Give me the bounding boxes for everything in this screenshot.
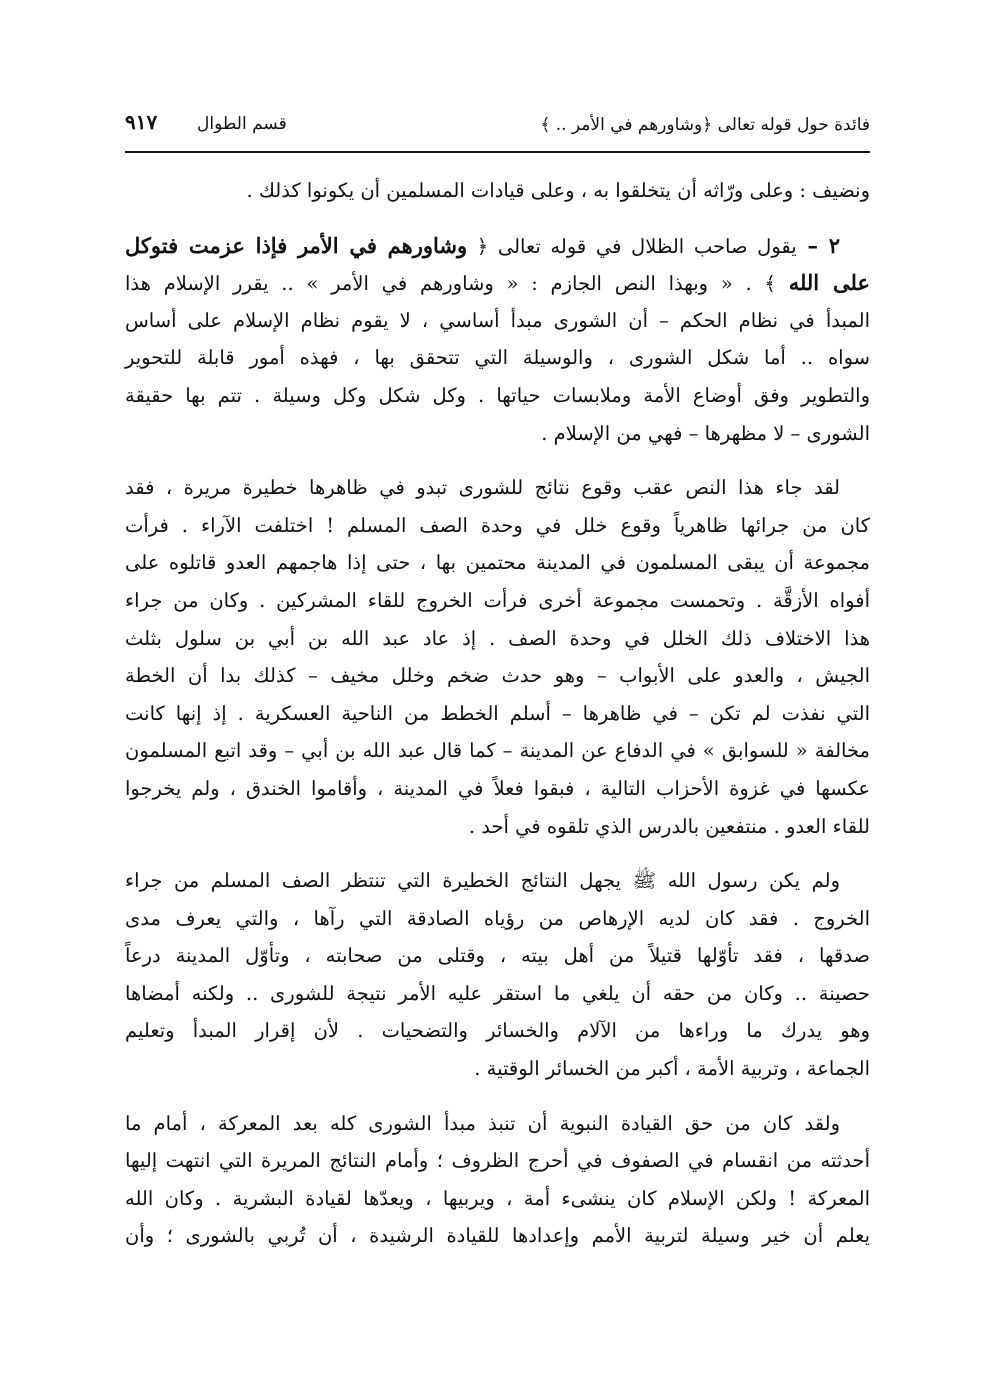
text-line: صدقها ، فقد تأوّلها قتيلاً من أهل بيته ، وقتلى من صحابته ، وتأوّل المدينة درعاً <box>125 944 870 968</box>
paragraph <box>125 172 870 210</box>
text-line: يعلم أن خير وسيلة لتربية الأمم وإعدادها للقيادة الرشيدة ، أن تُربي بالشورى ؛ وأن <box>125 1224 870 1248</box>
text-line: الخروج . فقد كان لديه الإرهاص من رؤياه الصادقة التي رآها ، والتي يعرف مدى <box>125 906 870 930</box>
header-section: قسم الطوال <box>197 114 287 134</box>
text-line: وهو يدرك ما وراءها من الآلام والخسائر والتضحيات . لأن إقرار المبدأ وتعليم <box>125 1019 870 1043</box>
text-line: هذا الاختلاف ذلك الخلل في وحدة الصف . إذ عاد عبد الله بن أبي بن سلول بثلث <box>125 626 870 650</box>
text-line: المبدأ في نظام الحكم – أن الشورى مبدأ أساسي ، لا يقوم نظام الإسلام على أساس <box>125 308 870 332</box>
text-line: المعركة ! ولكن الإسلام كان ينشىء أمة ، ويربيها ، ويعدّها لقيادة البشرية . وكان الله <box>125 1186 870 1210</box>
bold-text: على الله <box>788 270 870 296</box>
text-line: أفواه الأزقَّة . وتحمست مجموعة أخرى فرأت الخروج للقاء المشركين . وكان من جراء <box>125 588 870 612</box>
text-line: مجموعة أن يبقى المسلمون في المدينة محتمين بها ، حتى إذا هاجمهم العدو قاتلوه على <box>125 551 870 575</box>
text-line: التي نفذت لم تكن – في ظاهرها – أسلم الخطط من الناحية العسكرية . إذ إنها كانت <box>125 701 870 725</box>
paragraph <box>125 862 870 1088</box>
text-line: أحدثته من انقسام في الصفوف في أحرج الظروف ؛ وأمام النتائج المريرة التي انتهت إليها <box>125 1149 870 1173</box>
running-header <box>125 110 870 142</box>
paragraph <box>125 1105 870 1255</box>
text-line: عكسها في غزوة الأحزاب التالية ، فبقوا فعلاً في المدينة ، وأقاموا الخندق ، ولم يخرجوا <box>125 776 870 800</box>
page-body <box>125 172 870 1272</box>
header-title: فائدة حول قوله تعالى ﴿وشاورهم في الأمر .. ﴾ <box>540 115 870 135</box>
text-segment: ﴾ . « وبهذا النص الجازم : « وشاورهم في الأمر » .. يقرر الإسلام هذا <box>125 272 789 296</box>
text-line: مخالفة « للسوابق » في الدفاع عن المدينة – كما قال عبد الله بن أبي – وقد اتبع المسلمون <box>125 739 870 763</box>
paragraph <box>125 227 870 453</box>
text-segment: يقول صاحب الظلال في قوله تعالى ﴿ <box>467 234 797 258</box>
text-line: ولقد كان من حق القيادة النبوية أن تنبذ مبدأ الشورى كله بعد المعركة ، أمام ما <box>125 1111 840 1135</box>
text-line: والتطوير وفق أوضاع الأمة وملابسات حياتها . وكل شكل وكل وسيلة . تتم بها حقيقة <box>125 383 870 407</box>
bold-text: وشاورهم في الأمر فإذا عزمت فتوكل <box>125 232 468 258</box>
text-line <box>125 264 870 302</box>
text-line: ولم يكن رسول الله ﷺ يجهل النتائج الخطيرة التي تنتظر الصف المسلم من جراء <box>125 869 840 893</box>
bold-text: ٢ – <box>796 232 840 258</box>
text-line: كان من جرائها ظاهرياً وقوع خلل في وحدة الصف المسلم ! اختلفت الآراء . فرأت <box>125 513 870 537</box>
text-line: الجيش ، والعدو على الأبواب – وهو حدث ضخم وخلل مخيف – كذلك بدا أن الخطة <box>125 664 870 688</box>
text-line: ونضيف : وعلى ورّاثه أن يتخلقوا به ، وعلى قيادات المسلمين أن يكونوا كذلك . <box>246 179 870 202</box>
text-line: الشورى – لا مظهرها – فهي من الإسلام . <box>541 421 870 445</box>
text-line: لقد جاء هذا النص عقب وقوع نتائج للشورى تبدو في ظاهرها خطيرة مريرة ، فقد <box>125 476 840 500</box>
text-line <box>125 227 870 265</box>
text-line: للقاء العدو . منتفعين بالدرس الذي تلقوه في أحد . <box>468 814 870 838</box>
paragraph <box>125 469 870 845</box>
text-line: حصينة .. وكان من حقه أن يلغي ما استقر عليه الأمر نتيجة للشورى .. ولكنه أمضاها <box>125 981 870 1005</box>
page-number: ٩١٧ <box>125 110 158 134</box>
header-rule <box>125 151 870 153</box>
text-line: الجماعة ، وتربية الأمة ، أكبر من الخسائر الوقتية . <box>474 1057 870 1081</box>
text-line: سواه .. أما شكل الشورى ، والوسيلة التي تتحقق بها ، فهذه أمور قابلة للتحوير <box>125 346 870 370</box>
